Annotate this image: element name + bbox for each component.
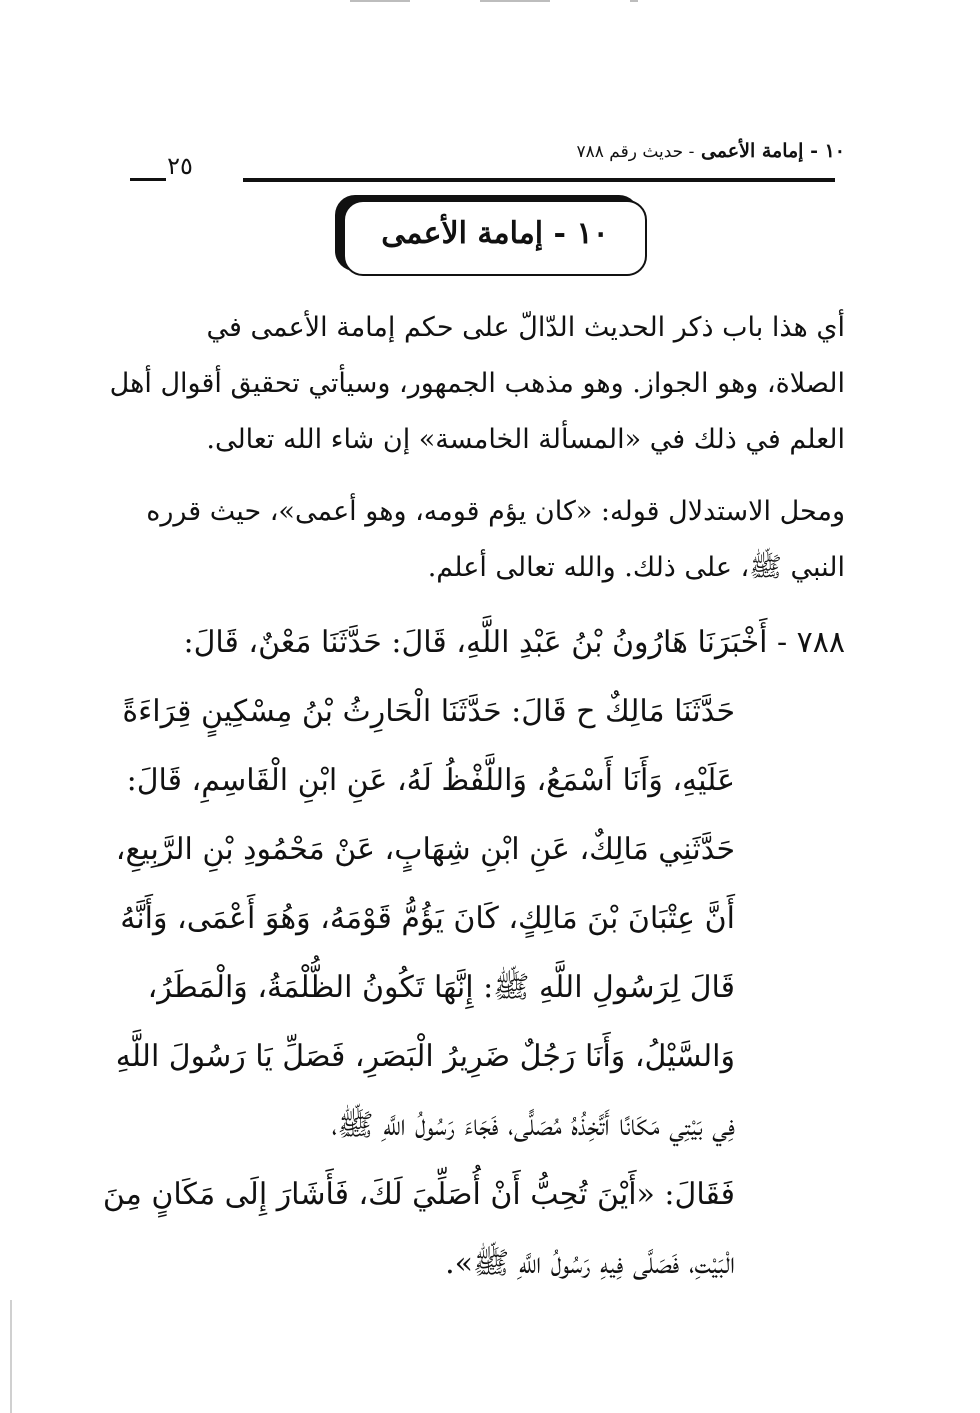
- scan-edge-line: [10, 1300, 12, 1413]
- hadith-text: [102, 608, 845, 1298]
- hadith-line: قَالَ لِرَسُولِ اللَّهِ ﷺ: إِنَّهَا تَكُونُ الظُّلْمَةُ، وَالْمَطَرُ،: [147, 970, 735, 1005]
- hadith-line: وَالسَّيْلُ، وَأَنَا رَجُلٌ ضَرِيرُ الْبَصَرِ، فَصَلِّ يَا رَسُولَ اللَّهِ: [115, 1039, 735, 1074]
- context-line: ومحل الاستدلال قوله: «كان يؤم قومه، وهو أعمى»، حيث قرره: [146, 496, 845, 527]
- hadith-line: الْبَيْتِ، فَصَلَّى فِيهِ رَسُولُ اللَّهِ ﷺ».: [445, 1246, 735, 1281]
- hadith-line: عَلَيْهِ، وَأَنَا أَسْمَعُ، وَاللَّفْظُ لَهُ، عَنِ ابْنِ الْقَاسِمِ، قَالَ:: [126, 763, 735, 798]
- hadith-line: فِي بَيْتِي مَكَانًا أَتَّخِذُهُ مُصَلًّى، فَجَاءَ رَسُولُ اللَّهِ ﷺ،: [331, 1108, 735, 1143]
- scan-artifact-marks: [330, 0, 650, 6]
- context-line: النبي ﷺ، على ذلك. والله تعالى أعلم.: [427, 552, 845, 583]
- hadith-line: أَنَّ عِتْبَانَ بْنَ مَالِكٍ، كَانَ يَؤُمُّ قَوْمَهُ، وَهُوَ أَعْمَى، وَأَنَّهُ: [120, 901, 735, 936]
- chapter-title-frame: [343, 200, 647, 276]
- running-header-suffix: - حديث رقم ٧٨٨: [576, 142, 695, 162]
- running-header-chapter: ١٠ - إمامة الأعمى: [700, 140, 845, 162]
- chapter-title: ١٠ - إمامة الأعمى: [381, 216, 609, 251]
- intro-line: العلم في ذلك في «المسألة الخامسة» إن شاء الله تعالى.: [206, 424, 845, 455]
- intro-paragraph: [109, 300, 845, 468]
- header-rule: [243, 178, 835, 182]
- intro-line: أي هذا باب ذكر الحديث الدّالّ على حكم إمامة الأعمى في: [206, 312, 845, 343]
- context-paragraph: [130, 484, 845, 596]
- hadith-line: فَقَالَ: «أَيْنَ تُحِبُّ أَنْ أُصَلِّيَ لَكَ، فَأَشَارَ إِلَى مَكَانٍ مِنَ: [102, 1177, 735, 1212]
- hadith-line: حَدَّثَنِي مَالِكٌ، عَنِ ابْنِ شِهَابٍ، عَنْ مَحْمُودِ بْنِ الرَّبِيعِ،: [115, 832, 735, 867]
- intro-line: الصلاة، وهو الجواز. وهو مذهب الجمهور، وسيأتي تحقيق أقوال أهل: [109, 368, 845, 399]
- hadith-line: حَدَّثَنَا مَالِكٌ ح قَالَ: حَدَّثَنَا الْحَارِثُ بْنُ مِسْكِينٍ قِرَاءَةً: [122, 694, 735, 729]
- running-header-title: [445, 140, 845, 162]
- page-number: ٢٥: [167, 152, 193, 180]
- page-number-dash: [130, 178, 166, 181]
- hadith-line: ٧٨٨ - أَخْبَرَنَا هَارُونُ بْنُ عَبْدِ اللَّهِ، قَالَ: حَدَّثَنَا مَعْنٌ، قَالَ:: [183, 625, 845, 660]
- running-header: [0, 140, 980, 190]
